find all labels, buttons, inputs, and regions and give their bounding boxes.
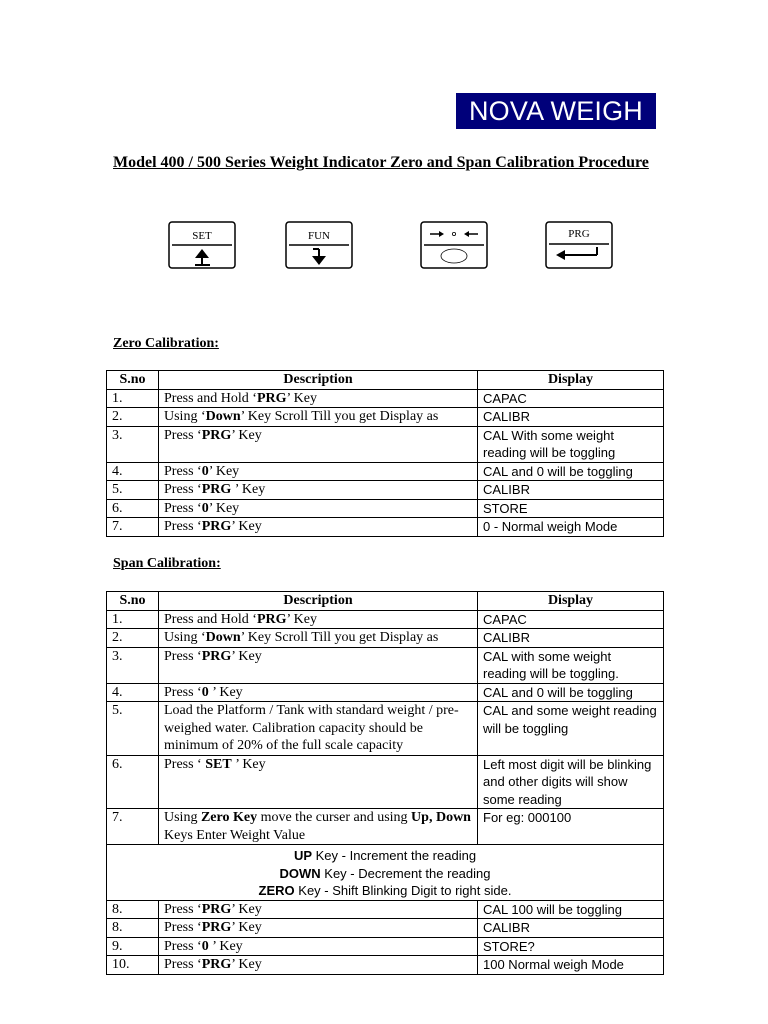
cell-description: Press ‘PRG’ Key xyxy=(159,518,478,537)
table-row xyxy=(107,610,664,629)
span-calibration-table xyxy=(106,591,664,975)
prg-key-label: PRG xyxy=(568,228,590,240)
cell-description: Press ‘PRG’ Key xyxy=(159,919,478,938)
table-row xyxy=(107,426,664,462)
table-row xyxy=(107,809,664,845)
cell-display: CAL and some weight reading will be toggling xyxy=(478,702,664,756)
cell-sno: 1. xyxy=(107,610,159,629)
cell-sno: 2. xyxy=(107,408,159,427)
header-display: Display xyxy=(478,592,664,611)
cell-display: CAPAC xyxy=(478,389,664,408)
cell-description: Press ‘PRG’ Key xyxy=(159,956,478,975)
cell-display: CALIBR xyxy=(478,629,664,648)
cell-description: Using Zero Key move the curser and using Up, Down Keys Enter Weight Value xyxy=(159,809,478,845)
header-sno: S.no xyxy=(107,592,159,611)
table-row xyxy=(107,647,664,683)
zero-key-note: ZERO Key - Shift Blinking Digit to right side. xyxy=(258,883,512,898)
cell-sno: 6. xyxy=(107,499,159,518)
nova-weigh-logo: NOVA WEIGH xyxy=(456,93,656,129)
table-row xyxy=(107,956,664,975)
cell-description: Press and Hold ‘PRG’ Key xyxy=(159,610,478,629)
cell-display: CALIBR xyxy=(478,408,664,427)
cell-description: Press ‘PRG ’ Key xyxy=(159,481,478,500)
cell-display: CAL With some weight reading will be toggling xyxy=(478,426,664,462)
cell-sno: 4. xyxy=(107,683,159,702)
table-row xyxy=(107,755,664,809)
table-header-row xyxy=(107,371,664,390)
cell-description: Press ‘0’ Key xyxy=(159,462,478,481)
down-key-note: DOWN Key - Decrement the reading xyxy=(279,865,491,881)
cell-description: Press ‘0 ’ Key xyxy=(159,937,478,956)
cell-description: Load the Platform / Tank with standard weight / pre-weighed water. Calibration capacity should be minimum of 20% of the full scale capacity xyxy=(159,702,478,756)
cell-sno: 5. xyxy=(107,481,159,500)
cell-display: CAL with some weight reading will be toggling. xyxy=(478,647,664,683)
cell-sno: 10. xyxy=(107,956,159,975)
cell-display: CALIBR xyxy=(478,481,664,500)
cell-sno: 8. xyxy=(107,919,159,938)
cell-description: Press ‘PRG’ Key xyxy=(159,647,478,683)
up-key-note: UP Key - Increment the reading xyxy=(293,848,477,863)
table-row xyxy=(107,408,664,427)
prg-key xyxy=(545,221,613,269)
cell-display: CAL 100 will be toggling xyxy=(478,900,664,919)
cell-display: 100 Normal weigh Mode xyxy=(478,956,664,975)
cell-display: CAL and 0 will be toggling xyxy=(478,683,664,702)
cell-sno: 2. xyxy=(107,629,159,648)
cell-sno: 4. xyxy=(107,462,159,481)
set-key-label: SET xyxy=(192,230,212,242)
cell-sno: 6. xyxy=(107,755,159,809)
cell-description: Press ‘PRG’ Key xyxy=(159,900,478,919)
cell-description: Press ‘0’ Key xyxy=(159,499,478,518)
table-row xyxy=(107,499,664,518)
cell-description: Press ‘0 ’ Key xyxy=(159,683,478,702)
fun-key xyxy=(285,221,353,269)
cell-display: CALIBR xyxy=(478,919,664,938)
table-row xyxy=(107,389,664,408)
cell-sno: 5. xyxy=(107,702,159,756)
cell-display: Left most digit will be blinking and other digits will show some reading xyxy=(478,755,664,809)
cell-description: Using ‘Down’ Key Scroll Till you get Display as xyxy=(159,408,478,427)
key-notes xyxy=(107,845,664,901)
header-description: Description xyxy=(159,592,478,611)
table-row xyxy=(107,629,664,648)
table-row xyxy=(107,919,664,938)
zero-calibration-heading: Zero Calibration: xyxy=(113,336,219,351)
cell-sno: 9. xyxy=(107,937,159,956)
cell-display: 0 - Normal weigh Mode xyxy=(478,518,664,537)
table-row xyxy=(107,518,664,537)
document-title: Model 400 / 500 Series Weight Indicator Zero and Span Calibration Procedure xyxy=(113,154,649,171)
table-row xyxy=(107,683,664,702)
cell-description: Using ‘Down’ Key Scroll Till you get Display as xyxy=(159,629,478,648)
key-notes-row xyxy=(107,845,664,901)
fun-key-label: FUN xyxy=(307,230,331,242)
header-description: Description xyxy=(159,371,478,390)
cell-display: STORE? xyxy=(478,937,664,956)
cell-sno: 1. xyxy=(107,389,159,408)
header-sno: S.no xyxy=(107,371,159,390)
cell-sno: 8. xyxy=(107,900,159,919)
cell-sno: 7. xyxy=(107,809,159,845)
span-calibration-heading: Span Calibration: xyxy=(113,556,221,571)
cell-description: Press ‘PRG’ Key xyxy=(159,426,478,462)
zero-key xyxy=(420,221,488,269)
table-row xyxy=(107,702,664,756)
cell-display: CAPAC xyxy=(478,610,664,629)
cell-sno: 3. xyxy=(107,647,159,683)
header-display: Display xyxy=(478,371,664,390)
cell-display: CAL and 0 will be toggling xyxy=(478,462,664,481)
table-row xyxy=(107,900,664,919)
cell-description: Press ‘ SET ’ Key xyxy=(159,755,478,809)
table-header-row xyxy=(107,592,664,611)
table-row xyxy=(107,462,664,481)
set-key xyxy=(168,221,236,269)
table-row xyxy=(107,937,664,956)
table-row xyxy=(107,481,664,500)
cell-sno: 7. xyxy=(107,518,159,537)
cell-display: For eg: 000100 xyxy=(478,809,664,845)
cell-description: Press and Hold ‘PRG’ Key xyxy=(159,389,478,408)
cell-display: STORE xyxy=(478,499,664,518)
zero-calibration-table xyxy=(106,370,664,537)
cell-sno: 3. xyxy=(107,426,159,462)
